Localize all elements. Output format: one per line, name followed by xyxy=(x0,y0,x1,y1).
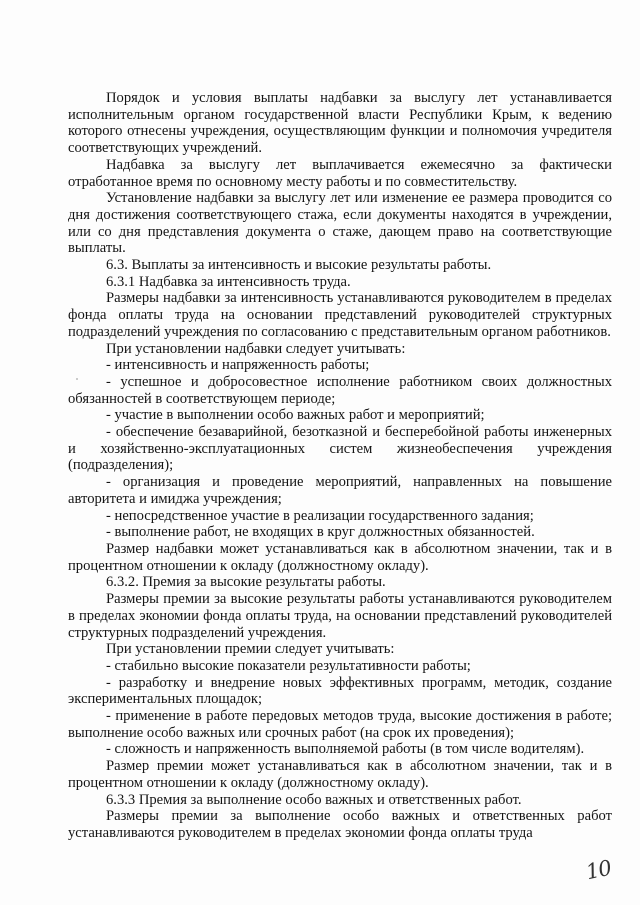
scan-speck xyxy=(76,378,78,380)
section-line: 6.3. Выплаты за интенсивность и высокие результаты работы. xyxy=(106,257,492,274)
paragraph: - организация и проведение мероприятий, направленных на повышение авторитета и имиджа учреждения; xyxy=(68,474,612,507)
paragraph: - успешное и добросовестное исполнение работником своих должностных обязанностей в соответствующем периоде; xyxy=(68,373,612,407)
paragraph: - выполнение работ, не входящих в круг должностных обязанностей. xyxy=(106,524,535,541)
paragraph: Размер премии может устанавливаться как в абсолютном значении, так и в процентном отношении к окладу (должностному окладу). xyxy=(68,758,612,791)
paragraph: - участие в выполнении особо важных работ и мероприятий; xyxy=(106,407,485,424)
paragraph: - разработку и внедрение новых эффективных программ, методик, создание экспериментальных площадок; xyxy=(68,674,612,708)
paragraph: - стабильно высокие показатели результативности работы; xyxy=(106,657,471,674)
section-line: При установлении премии следует учитывать: xyxy=(106,641,395,658)
page-number: 10 xyxy=(583,855,613,885)
paragraph: Размеры премии за высокие результаты работы устанавливаются руководителем в пределах экономии фонда оплаты труда, на основании представлений руководителей структурных подразделений учреждения. xyxy=(68,591,612,641)
paragraph: Размер надбавки может устанавливаться как в абсолютном значении, так и в процентном отношении к окладу (должностному окладу). xyxy=(68,540,612,574)
paragraph: - обеспечение безаварийной, безотказной и бесперебойной работы инженерных и хозяйственно-эксплуатационных систем жизнеобеспечения учреждения (подразделения); xyxy=(68,424,612,474)
paragraph: - интенсивность и напряженность работы; xyxy=(106,357,370,374)
paragraph: - применение в работе передовых методов труда, высокие достижения в работе; выполнение особо важных или срочных работ (на срок их проведения); xyxy=(68,708,612,741)
paragraph: - непосредственное участие в реализации государственного задания; xyxy=(106,507,534,524)
paragraph: Размеры премии за выполнение особо важных и ответственных работ устанавливаются руководителем в пределах экономии фонда оплаты труда xyxy=(68,808,612,841)
paragraph: Размеры надбавки за интенсивность устанавливаются руководителем в пределах фонда оплаты труда на основании представлений руководителей структурных подразделений учреждения по согласованию с представительным органом работников. xyxy=(68,290,612,340)
document-body xyxy=(68,90,612,842)
section-line: При установлении надбавки следует учитывать: xyxy=(106,340,406,357)
section-line: 6.3.3 Премия за выполнение особо важных и ответственных работ. xyxy=(106,791,522,808)
paragraph: Установление надбавки за выслугу лет или изменение ее размера проводится со дня достижения соответствующего стажа, если документы находятся в учреждении, или со дня представления документа о стаже, дающем право на соответствующие выплаты. xyxy=(68,190,612,257)
paragraph: - сложность и напряженность выполняемой работы (в том числе водителям). xyxy=(106,741,585,758)
paragraph: Порядок и условия выплаты надбавки за выслугу лет устанавливается исполнительным органом государственной власти Республики Крым, к ведению которого отнесены учреждения, осуществляющим функции и полномочия учредителя соответствующих учреждений. xyxy=(68,90,612,157)
section-line: 6.3.2. Премия за высокие результаты работы. xyxy=(106,574,386,591)
section-line: 6.3.1 Надбавка за интенсивность труда. xyxy=(106,273,351,290)
paragraph: Надбавка за выслугу лет выплачивается ежемесячно за фактически отработанное время по основному месту работы и по совместительству. xyxy=(68,156,612,190)
